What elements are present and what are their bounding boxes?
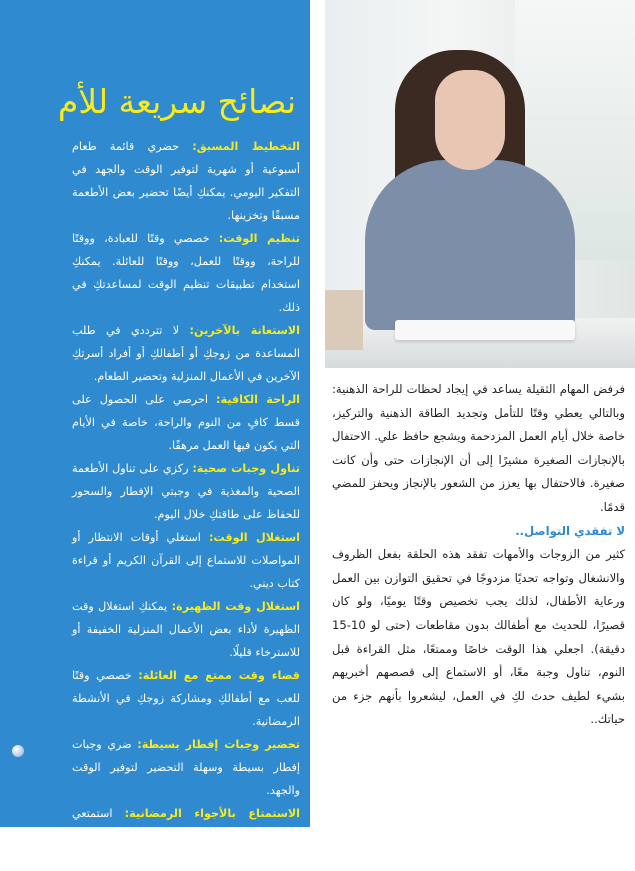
tip-item: [72, 802, 300, 871]
decorative-sphere: [12, 745, 24, 757]
tip-item: [72, 227, 300, 319]
article-body: [332, 378, 625, 732]
tip-heading: استغلال الوقت:: [208, 531, 300, 544]
tip-item: [72, 664, 300, 733]
tips-list: [72, 135, 300, 871]
tip-body: خصصي وقتًا للعب مع أطفالكِ ومشاركة زوجكِ في الأنشطة الرمضانية.: [72, 669, 300, 728]
tip-heading: استغلال وقت الظهيرة:: [171, 600, 300, 613]
tip-item: [72, 319, 300, 388]
tip-body: استغلي أوقات الانتظار أو المواصلات للاستماع إلى القرآن الكريم أو قراءة كتاب ديني.: [72, 531, 300, 590]
tip-body: احرصي على الحصول على قسط كافٍ من النوم والراحة، خاصة في الأيام التي يكون فيها العمل مرهقًا.: [72, 393, 300, 452]
tip-heading: الاستعانة بالآخرين:: [189, 324, 300, 337]
tip-item: [72, 388, 300, 457]
tip-heading: تحضير وجبات إفطار بسيطة:: [137, 738, 300, 751]
tip-body: حضري قائمة طعام أسبوعية أو شهرية لتوفير الوقت والجهد في التفكير اليومي. يمكنكِ أيضًا تحضير بعض الأطعمة مسبقًا وتخزينها.: [72, 140, 300, 222]
tip-heading: الراحة الكافية:: [216, 393, 300, 406]
sweater: [365, 160, 575, 330]
tip-item: [72, 526, 300, 595]
tip-body: خصصي وقتًا للعبادة، ووقتًا للراحة، ووقتًا للعمل، ووقتًا للعائلة. يمكنكِ استخدام تطبيقات تنظيم الوقت لمساعدتكِ في ذلك.: [72, 232, 300, 314]
woman-headache-photo: [325, 0, 635, 368]
tip-heading: قضاء وقت ممتع مع العائلة:: [138, 669, 300, 682]
tips-title: نصائح سريعة للأم: [57, 82, 296, 121]
tip-item: [72, 733, 300, 802]
tip-heading: الاستمتاع بالأجواء الرمضانية:: [124, 807, 300, 820]
article-paragraph: فرفض المهام الثقيلة يساعد في إيجاد لحظات للراحة الذهنية: وبالتالي يعطي وقتًا للتأمل وتجديد الطاقة الذهنية والتركيز، خاصة خلال أيام العمل المزدحمة ويشجع حافظ علي. الاحتفال بالإنجازات الصغيرة مشيرًا إلى أن الإنجازات حتى وأن كانت صغيرة. فالاحتفال بها يعزز من الشعور بالإنجاز ويحفز للمضي قدمًا.: [332, 382, 625, 514]
tip-body: يمكنكِ استغلال وقت الظهيرة لأداء بعض الأعمال المنزلية الخفيفة أو للاسترخاء قليلًا.: [72, 600, 300, 659]
tip-body: ضري وجبات إفطار بسيطة وسهلة التحضير لتوفير الوقت والجهد.: [72, 738, 300, 797]
keyboard: [395, 320, 575, 340]
tip-heading: تناول وجبات صحية:: [192, 462, 300, 475]
tip-body: لا تترددي في طلب المساعدة من زوجكِ أو أطفالكِ أو أفراد أسرتكِ الآخرين في الأعمال المنزلية وتحضير الطعام.: [72, 324, 300, 383]
tips-panel: [0, 0, 310, 866]
tip-heading: التخطيط المسبق:: [192, 140, 300, 153]
tip-item: [72, 135, 300, 227]
tip-body: استمتعي بالأجواء الرمضانية مع عائلتكِ، مثل تناول وجبة الإفطار معًا وزيارة الأقارب والأصدقاء.: [72, 807, 300, 866]
tip-heading: تنظيم الوقت:: [218, 232, 301, 245]
cup: [325, 290, 363, 350]
article-paragraph: كثير من الزوجات والأمهات تفقد هذه الحلقة بفعل الظروف والانشغال وتواجه تحديًا مزدوجًا في تحقيق التوازن بين العمل ورعاية الأطفال، لذلك يجب تخصيص وقتًا يوميًا، ولو كان قصيرًا، للحديث مع أطفالك بدون مقاطعات (حتى لو 10-15 دقيقة). اجعلي هذا الوقت خاصًا وممتعًا، مثل القراءة قبل النوم، تناول وجبة معًا، أو الاستماع إلى قصصهم أخبريهم بشيء لطيف حدث لكِ في العمل، ليشعروا بأنهم جزء من حياتك..: [332, 547, 625, 727]
tip-item: [72, 457, 300, 526]
article-subheading: لا تفقدي التواصل..: [515, 523, 625, 538]
tip-body: ركزي على تناول الأطعمة الصحية والمغذية في وجبتي الإفطار والسحور للحفاظ على طاقتكِ خلال اليوم.: [72, 462, 300, 521]
tip-item: [72, 595, 300, 664]
face: [435, 70, 505, 170]
